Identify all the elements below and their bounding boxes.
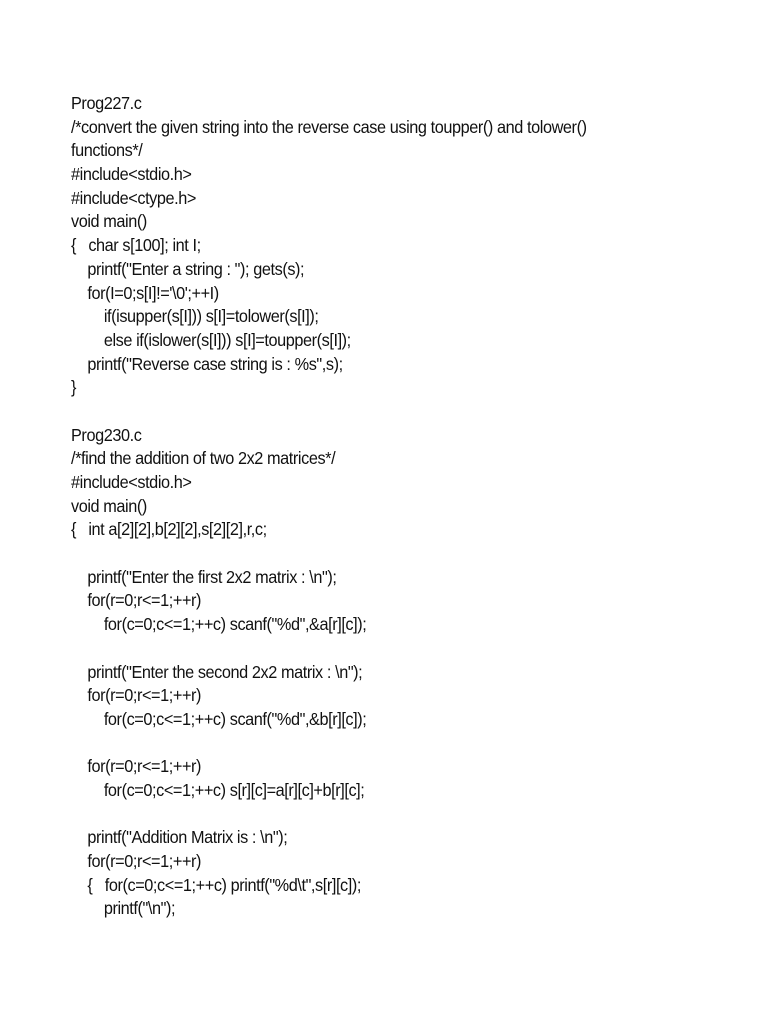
code-line: #include<ctype.h> (71, 187, 196, 208)
code-line (71, 803, 703, 827)
code-line: void main() (71, 211, 147, 232)
code-line: if(isupper(s[I])) s[I]=tolower(s[I]); (71, 306, 319, 327)
code-line: functions*/ (71, 140, 143, 161)
code-line: printf("Reverse case string is : %s",s); (71, 353, 343, 374)
code-line: for(r=0;r<=1;++r) (71, 756, 202, 777)
code-line (71, 732, 703, 756)
code-block (71, 116, 703, 400)
code-line: } (71, 377, 77, 398)
code-line (71, 542, 703, 566)
document-page (71, 92, 703, 921)
code-line: void main() (71, 495, 147, 516)
code-block (71, 447, 703, 921)
code-line: printf("Enter a string : "); gets(s); (71, 258, 305, 279)
program-title: Prog227.c (71, 93, 142, 113)
code-line: for(r=0;r<=1;++r) (71, 685, 202, 706)
code-line: printf("Enter the second 2x2 matrix : \n"); (71, 661, 363, 682)
code-line: printf("\n"); (71, 898, 176, 919)
code-line: { char s[100]; int I; (71, 235, 201, 256)
code-line: for(c=0;c<=1;++c) s[r][c]=a[r][c]+b[r][c]; (71, 779, 365, 800)
code-line: for(r=0;r<=1;++r) (71, 590, 202, 611)
code-line: { for(c=0;c<=1;++c) printf("%d\t",s[r][c]); (71, 874, 361, 895)
code-line: printf("Addition Matrix is : \n"); (71, 827, 288, 848)
program-title: Prog230.c (71, 424, 142, 445)
code-line: else if(islower(s[I])) s[I]=toupper(s[I]); (71, 329, 351, 350)
code-line: for(r=0;r<=1;++r) (71, 851, 202, 871)
code-line (71, 637, 703, 661)
code-line: for(I=0;s[I]!='\0';++I) (71, 282, 219, 303)
code-line: for(c=0;c<=1;++c) scanf("%d",&b[r][c]); (71, 708, 367, 729)
code-line: printf("Enter the first 2x2 matrix : \n"); (71, 566, 337, 587)
code-line: #include<stdio.h> (71, 164, 192, 185)
code-line: /*convert the given string into the reverse case using toupper() and tolower() (71, 116, 587, 137)
code-line: { int a[2][2],b[2][2],s[2][2],r,c; (71, 519, 267, 540)
section-spacer (71, 400, 703, 424)
code-line: /*find the addition of two 2x2 matrices*/ (71, 448, 336, 469)
code-line: #include<stdio.h> (71, 472, 192, 492)
code-line: for(c=0;c<=1;++c) scanf("%d",&a[r][c]); (71, 614, 367, 635)
